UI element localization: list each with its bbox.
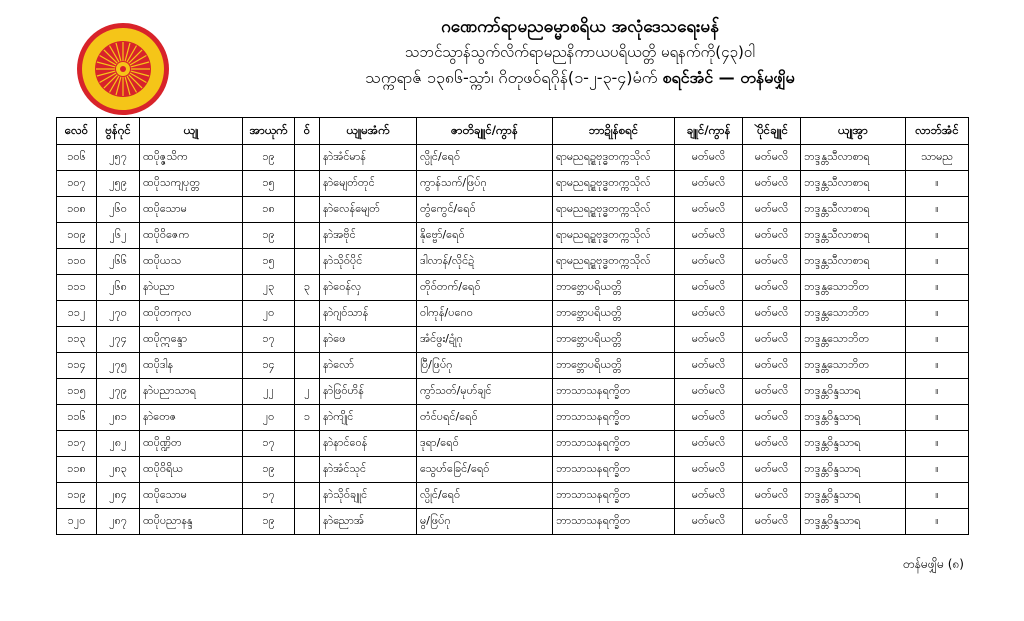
table-row: [57, 457, 969, 483]
id-cell: ၂၈၁: [97, 405, 140, 431]
index-cell: ၁၀၆: [57, 145, 97, 171]
exam-center-cell: မတ်မလိ: [675, 171, 743, 197]
result-cell: ။: [906, 301, 969, 327]
school-cell: ဘာဗ္ဘောပရိယတ္တိ: [553, 301, 675, 327]
result-cell: သာမည: [906, 145, 969, 171]
id-cell: ၂၆၂: [97, 223, 140, 249]
exam-center-cell: မတ်မလိ: [675, 145, 743, 171]
column-header: ဘာဍိုန်စရင်: [553, 118, 675, 145]
hometown-cell: လ္ပိုင်/ရေဝ်: [417, 483, 553, 509]
vassa-cell: [295, 509, 320, 535]
document-dateline: [220, 64, 940, 92]
result-cell: ။: [906, 379, 969, 405]
hometown-cell: သွေဟ်ခြေင်/ရေဝ်: [417, 457, 553, 483]
name-cell: ထပိုဣန္ဒော: [140, 327, 243, 353]
table-row: [57, 509, 969, 535]
school-cell: ရာမညရဍ္ဍဗုဒ္ဓတက္ကသိုလ်: [553, 171, 675, 197]
exam-center-cell: မတ်မလိ: [675, 405, 743, 431]
father-cell: နာဲအဗိုင်: [320, 223, 417, 249]
teacher-cell: ဘဒ္ဒန္တဝိန္ဒသာရ: [801, 379, 906, 405]
father-cell: နာဲနာင်ဝေန်: [320, 431, 417, 457]
father-cell: နာဲမျေတ်တုင်: [320, 171, 417, 197]
age-cell: ၁၈: [243, 197, 295, 223]
id-cell: ၂၆၈: [97, 275, 140, 301]
column-header: လာဘ်အံင်: [906, 118, 969, 145]
vassa-cell: [295, 145, 320, 171]
index-cell: ၁၁၆: [57, 405, 97, 431]
exam-center-cell: မတ်မလိ: [675, 353, 743, 379]
father-cell: နာဲအံင်မာန်: [320, 145, 417, 171]
vassa-cell: [295, 171, 320, 197]
exam-center-cell: မတ်မလိ: [675, 197, 743, 223]
exam-center-cell: မတ်မလိ: [675, 379, 743, 405]
age-cell: ၁၇: [243, 327, 295, 353]
index-cell: ၁၁၇: [57, 431, 97, 457]
exam-center-cell: မတ်မလိ: [675, 457, 743, 483]
school-cell: ဘာသာသနရက္ခိတ: [553, 509, 675, 535]
father-cell: နာဲလေန်မျေတ်: [320, 197, 417, 223]
name-cell: ထပိုဏ္ဍိတ: [140, 431, 243, 457]
table-row: [57, 353, 969, 379]
father-cell: နာဲကျိုင်: [320, 405, 417, 431]
table-row: [57, 223, 969, 249]
name-cell: နာဲပညာ: [140, 275, 243, 301]
id-cell: ၂၇၅: [97, 353, 140, 379]
teacher-cell: ဘဒ္ဒန္တသီလာစာရ: [801, 249, 906, 275]
father-cell: နာဲညောအ်: [320, 509, 417, 535]
teacher-cell: ဘဒ္ဒန္တသောဘိတ: [801, 301, 906, 327]
exam-center-cell: မတ်မလိ: [675, 249, 743, 275]
exam-center-cell: မတ်မလိ: [675, 431, 743, 457]
index-cell: ၁၀၉: [57, 223, 97, 249]
document-subtitle: သဘင်သွာန်သွက်လိက်ရာမညနိကာယပရိယတ္တိ မရနက်ကို(၄၃)ဝါ: [405, 43, 755, 61]
age-cell: ၁၇: [243, 483, 295, 509]
age-cell: ၁၅: [243, 249, 295, 275]
school-cell: ဘာဗ္ဘောပရိယတ္တိ: [553, 327, 675, 353]
age-cell: ၂၀: [243, 405, 295, 431]
table-row: [57, 379, 969, 405]
table-row: [57, 327, 969, 353]
exam-center-cell: မတ်မလိ: [675, 483, 743, 509]
result-cell: ။: [906, 431, 969, 457]
name-cell: ထပိုသောမ: [140, 197, 243, 223]
document-title: ဂဏေကာ်ရာမညဓမ္မာစရိယ အလုံဒေသရေးမန်: [441, 17, 719, 37]
father-cell: နာဲဖြဝ်ဟိန်: [320, 379, 417, 405]
column-header: ယျုအွာ: [801, 118, 906, 145]
vassa-cell: ၁: [295, 405, 320, 431]
vassa-cell: [295, 197, 320, 223]
result-cell: ။: [906, 223, 969, 249]
document-header: [220, 14, 940, 92]
id-cell: ၂၇၉: [97, 379, 140, 405]
result-cell: ။: [906, 275, 969, 301]
name-cell: ထပိုပညာနန္ဒ: [140, 509, 243, 535]
id-cell: ၂၈၃: [97, 457, 140, 483]
table-header-row: [57, 118, 969, 145]
column-header: ယျု: [140, 118, 243, 145]
exam-place-cell: မတ်မလိ: [743, 327, 801, 353]
id-cell: ၂၈၇: [97, 509, 140, 535]
school-cell: ဘာသာသနရက္ခိတ: [553, 379, 675, 405]
exam-center-cell: မတ်မလိ: [675, 509, 743, 535]
vassa-cell: [295, 327, 320, 353]
table-row: [57, 145, 969, 171]
id-cell: ၂၅၉: [97, 171, 140, 197]
vassa-cell: [295, 457, 320, 483]
hometown-cell: ကွာန်သက်/ဖြပ်ဂု: [417, 171, 553, 197]
index-cell: ၁၁၅: [57, 379, 97, 405]
table-row: [57, 249, 969, 275]
column-header: ချူင်/ကွာန်: [675, 118, 743, 145]
exam-place-cell: မတ်မလိ: [743, 171, 801, 197]
age-cell: ၁၉: [243, 457, 295, 483]
school-cell: ရာမညရဍ္ဍဗုဒ္ဓတက္ကသိုလ်: [553, 249, 675, 275]
index-cell: ၁၁၁: [57, 275, 97, 301]
school-cell: ဘာသာသနရက္ခိတ: [553, 431, 675, 457]
teacher-cell: ဘဒ္ဒန္တဝိန္ဒသာရ: [801, 431, 906, 457]
hometown-cell: ဒုရာ/ရေဝ်: [417, 431, 553, 457]
index-cell: ၁၀၈: [57, 197, 97, 223]
index-cell: ၁၁၂: [57, 301, 97, 327]
teacher-cell: ဘဒ္ဒန္တသောဘိတ: [801, 327, 906, 353]
result-cell: ။: [906, 457, 969, 483]
id-cell: ၂၇၄: [97, 327, 140, 353]
exam-place-cell: မတ်မလိ: [743, 431, 801, 457]
school-cell: ဘာဗ္ဘောပရိယတ္တိ: [553, 353, 675, 379]
column-header: ဇာတိချူင်/ကွာန်: [417, 118, 553, 145]
father-cell: နာဲအံင်သုင်: [320, 457, 417, 483]
table-row: [57, 431, 969, 457]
dateline-text: သက္ကရာဇ် ၁၃၈၆-သ္ကာံ၊ ဂိတုဖဝ်ရဂိုန်(၁-၂-၃-၄)မံက်: [365, 68, 658, 87]
age-cell: ၁၇: [243, 431, 295, 457]
school-cell: ဘာသာသနရက္ခိတ: [553, 457, 675, 483]
hometown-cell: နိုဗ္ဗော်/ရေဝ်: [417, 223, 553, 249]
hometown-cell: မွ/ဖြပ်ဂု: [417, 509, 553, 535]
name-cell: ထပိုယသ: [140, 249, 243, 275]
exam-place-cell: မတ်မလိ: [743, 145, 801, 171]
name-cell: ထပိုသကျပုတ္တ: [140, 171, 243, 197]
teacher-cell: ဘဒ္ဒန္တဝိန္ဒသာရ: [801, 457, 906, 483]
column-header: ယျုမအံက်: [320, 118, 417, 145]
hometown-cell: ကွာ်သတ်/မုဟ်ချင်: [417, 379, 553, 405]
table-row: [57, 171, 969, 197]
teacher-cell: ဘဒ္ဒန္တဝိန္ဒသာရ: [801, 405, 906, 431]
vassa-cell: [295, 431, 320, 457]
table-row: [57, 275, 969, 301]
exam-place-cell: မတ်မလိ: [743, 249, 801, 275]
hometown-cell: ဒါလာန်/လိုင်ဍဲ: [417, 249, 553, 275]
vassa-cell: ၂: [295, 379, 320, 405]
column-header: ဗွန်ဂုင်: [97, 118, 140, 145]
age-cell: ၁၉: [243, 509, 295, 535]
column-header: ပိုဲင်ချူင်: [743, 118, 801, 145]
result-cell: ။: [906, 197, 969, 223]
exam-place-cell: မတ်မလိ: [743, 353, 801, 379]
school-cell: ရာမညရဍ္ဍဗုဒ္ဓတက္ကသိုလ်: [553, 145, 675, 171]
index-cell: ၁၁၃: [57, 327, 97, 353]
id-cell: ၂၇၀: [97, 301, 140, 327]
teacher-cell: ဘဒ္ဒန္တသီလာစာရ: [801, 197, 906, 223]
exam-place-cell: မတ်မလိ: [743, 301, 801, 327]
father-cell: နာဲဖေ: [320, 327, 417, 353]
age-cell: ၁၉: [243, 145, 295, 171]
hometown-cell: တွံကွေင်/ရေဝ်: [417, 197, 553, 223]
teacher-cell: ဘဒ္ဒန္တသီလာစာရ: [801, 223, 906, 249]
age-cell: ၁၉: [243, 223, 295, 249]
id-cell: ၂၆၀: [97, 197, 140, 223]
vassa-cell: [295, 483, 320, 509]
vassa-cell: ၃: [295, 275, 320, 301]
exam-place-cell: မတ်မလိ: [743, 457, 801, 483]
exam-place-cell: မတ်မလိ: [743, 223, 801, 249]
page-number: တန်မဖျှိမ (၈): [903, 557, 964, 571]
column-header: ဝ်: [295, 118, 320, 145]
column-header: အာယုက်: [243, 118, 295, 145]
result-cell: ။: [906, 327, 969, 353]
name-cell: ထပိုသောမ: [140, 483, 243, 509]
name-cell: ထပိုတကုလ: [140, 301, 243, 327]
exam-center-cell: မတ်မလိ: [675, 327, 743, 353]
exam-center-cell: မတ်မလိ: [675, 275, 743, 301]
name-cell: နာဲတေဇ: [140, 405, 243, 431]
id-cell: ၂၈၂: [97, 431, 140, 457]
exam-place-cell: မတ်မလိ: [743, 275, 801, 301]
name-cell: ထပိုဝိဇေက: [140, 223, 243, 249]
id-cell: ၂၅၇: [97, 145, 140, 171]
exam-place-cell: မတ်မလိ: [743, 405, 801, 431]
result-cell: ။: [906, 483, 969, 509]
hometown-cell: တံင်ပရင်/ရေဝ်: [417, 405, 553, 431]
index-cell: ၁၁၉: [57, 483, 97, 509]
father-cell: နာဲသိုဝ်ပိုင်: [320, 249, 417, 275]
school-cell: ဘာသာသနရက္ခိတ: [553, 483, 675, 509]
vassa-cell: [295, 249, 320, 275]
teacher-cell: ဘဒ္ဒန္တသီလာစာရ: [801, 171, 906, 197]
index-cell: ၁၂၀: [57, 509, 97, 535]
index-cell: ၁၁၈: [57, 457, 97, 483]
exam-place-cell: မတ်မလိ: [743, 197, 801, 223]
school-cell: ရာမညရဍ္ဍဗုဒ္ဓတက္ကသိုလ်: [553, 223, 675, 249]
hometown-cell: အံင်ဖွး/ဍုံဂု: [417, 327, 553, 353]
table-body: [57, 145, 969, 535]
school-cell: ဘာဗ္ဘောပရိယတ္တိ: [553, 275, 675, 301]
index-cell: ၁၁၄: [57, 353, 97, 379]
age-cell: ၂၃: [243, 275, 295, 301]
column-header: လေဝ်: [57, 118, 97, 145]
exam-place-cell: မတ်မလိ: [743, 379, 801, 405]
name-cell: ထပိုဇ္ဇသိက: [140, 145, 243, 171]
teacher-cell: ဘဒ္ဒန္တသီလာစာရ: [801, 145, 906, 171]
id-cell: ၂၆၆: [97, 249, 140, 275]
table-row: [57, 197, 969, 223]
id-cell: ၂၈၄: [97, 483, 140, 509]
result-cell: ။: [906, 353, 969, 379]
result-cell: ။: [906, 405, 969, 431]
exam-center-cell: မတ်မလိ: [675, 223, 743, 249]
name-cell: နာဲပညာသာရ: [140, 379, 243, 405]
father-cell: နာဲဂျဝ်သာန်: [320, 301, 417, 327]
table-row: [57, 301, 969, 327]
teacher-cell: ဘဒ္ဒန္တဝိန္ဒသာရ: [801, 483, 906, 509]
father-cell: နာဲလော်: [320, 353, 417, 379]
vassa-cell: [295, 223, 320, 249]
name-cell: ထပိုဝိရိယ: [140, 457, 243, 483]
father-cell: နာဲဝေန်လှ: [320, 275, 417, 301]
index-cell: ၁၀၇: [57, 171, 97, 197]
teacher-cell: ဘဒ္ဒန္တသောဘိတ: [801, 353, 906, 379]
name-cell: ထပိုဒါန: [140, 353, 243, 379]
hometown-cell: တိုဝ်တက်/ရေဝ်: [417, 275, 553, 301]
dateline-emphasis: စရင်အံင် — တန်မဖျှိမ: [662, 68, 795, 87]
exam-place-cell: မတ်မလိ: [743, 509, 801, 535]
roster-table: [56, 117, 969, 535]
table-row: [57, 405, 969, 431]
age-cell: ၂၀: [243, 301, 295, 327]
teacher-cell: ဘဒ္ဒန္တသောဘိတ: [801, 275, 906, 301]
hometown-cell: ပြီ/ဖြပ်ဂု: [417, 353, 553, 379]
exam-center-cell: မတ်မလိ: [675, 301, 743, 327]
hometown-cell: ဝါကုန်/ပဂေဝ: [417, 301, 553, 327]
teacher-cell: ဘဒ္ဒန္တဝိန္ဒသာရ: [801, 509, 906, 535]
school-cell: ဘာသာသနရက္ခိတ: [553, 405, 675, 431]
vassa-cell: [295, 353, 320, 379]
age-cell: ၂၂: [243, 379, 295, 405]
table-row: [57, 483, 969, 509]
exam-place-cell: မတ်မလိ: [743, 483, 801, 509]
result-cell: ။: [906, 509, 969, 535]
school-cell: ရာမညရဍ္ဍဗုဒ္ဓတက္ကသိုလ်: [553, 197, 675, 223]
index-cell: ၁၁၀: [57, 249, 97, 275]
vassa-cell: [295, 301, 320, 327]
organization-seal: [76, 22, 170, 116]
hometown-cell: လ္ပိုင်/ရေဝ်: [417, 145, 553, 171]
father-cell: နာဲသိုဝ်ချူင်: [320, 483, 417, 509]
result-cell: ။: [906, 171, 969, 197]
age-cell: ၁၄: [243, 353, 295, 379]
result-cell: ။: [906, 249, 969, 275]
age-cell: ၁၅: [243, 171, 295, 197]
